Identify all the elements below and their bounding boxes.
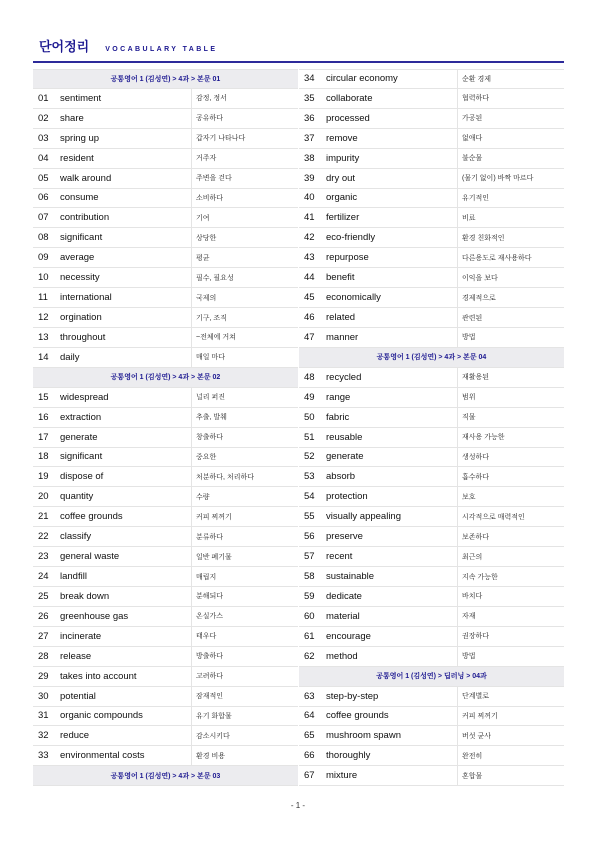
vocab-row [33,348,298,368]
vocab-row [33,507,298,527]
vocab-word: reduce [60,730,90,742]
vocab-meaning: 유기 화합물 [191,707,298,726]
vocab-word: break down [60,590,110,602]
vocab-meaning: 버섯 균사 [457,726,564,745]
vocab-meaning: 시각적으로 매력적인 [457,507,564,526]
vocab-row [33,746,298,766]
vocab-word: processed [326,112,370,124]
vocab-word: economically [326,292,381,304]
vocab-meaning: 추출, 발췌 [191,408,298,427]
page-number: - 1 - [290,801,306,810]
vocab-meaning: 창출하다 [191,428,298,447]
vocab-meaning: 자재 [457,607,564,626]
vocab-number: 24 [38,571,49,582]
vocab-meaning: 필수, 필요성 [191,268,298,287]
vocab-number: 61 [304,630,315,642]
vocab-meaning: 보존하다 [457,527,564,546]
vocab-row [299,428,564,448]
vocab-number: 17 [38,431,49,443]
vocab-number: 48 [304,371,315,383]
vocab-meaning: 협력하다 [457,89,564,108]
vocab-number: 42 [304,232,315,244]
vocab-word: necessity [60,272,100,284]
vocab-word: widespread [60,391,109,403]
vocab-number: 45 [304,292,315,304]
vocab-row [33,328,298,348]
vocab-number: 54 [304,491,315,503]
vocab-number: 04 [38,152,49,164]
vocab-meaning: 흡수하다 [457,467,564,486]
vocab-row [299,487,564,507]
vocab-number: 47 [304,331,315,343]
vocab-row [33,448,298,468]
vocab-meaning: 수량 [191,487,298,506]
vocab-meaning: 태우다 [191,627,298,646]
vocab-meaning: 가공된 [457,109,564,128]
vocab-word: dedicate [326,590,362,602]
vocab-number: 39 [304,172,315,184]
vocab-word: protection [326,491,368,503]
vocab-number: 31 [38,710,49,722]
header-divider [33,61,564,63]
vocab-number: 29 [38,670,49,682]
vocab-row [299,408,564,428]
vocab-row [33,189,298,209]
vocab-number: 59 [304,590,315,602]
vocab-number: 10 [38,272,49,284]
vocab-number: 33 [38,750,49,762]
vocab-number: 40 [304,192,315,204]
vocab-meaning: 상당한 [191,228,298,247]
section-header: 공통영어 1 (김성연) > 4과 > 본문 03 [33,766,298,786]
vocab-word: remove [326,132,358,144]
vocab-number: 03 [38,132,49,144]
vocab-meaning: (물기 없이) 바짝 마르다 [457,169,564,188]
vocab-word: absorb [326,471,356,483]
vocab-meaning: 잠재적인 [191,687,298,706]
vocab-row [33,627,298,647]
vocab-word: significant [60,451,103,463]
vocab-row [299,268,564,288]
vocab-number: 14 [38,351,49,363]
vocab-number: 16 [38,411,49,423]
vocab-number: 21 [38,511,49,523]
vocab-meaning: 거주자 [191,149,298,168]
vocab-word: consume [60,192,99,204]
vocab-meaning: 비료 [457,208,564,227]
vocab-number: 46 [304,312,315,324]
vocab-word: classify [60,531,92,543]
vocab-meaning: 매일 마다 [191,348,298,367]
vocab-row [299,109,564,129]
vocab-meaning: 중요한 [191,448,298,467]
vocab-word: mushroom spawn [326,730,401,742]
vocab-word: daily [60,351,80,363]
vocab-meaning: ~전체에 거쳐 [191,328,298,347]
vocab-meaning: 혼합물 [457,766,564,785]
vocab-word: generate [60,431,98,443]
vocab-word: release [60,650,92,662]
vocab-word: recent [326,551,353,563]
vocab-number: 56 [304,531,315,543]
vocab-number: 07 [38,212,49,224]
vocab-word: orgination [60,312,102,324]
vocab-row [33,487,298,507]
vocab-row [299,687,564,707]
vocab-word: step-by-step [326,690,379,702]
vocab-row [299,149,564,169]
vocab-meaning: 생성하다 [457,448,564,467]
vocab-meaning: 갑자기 나타나다 [191,129,298,148]
vocab-row [33,408,298,428]
vocab-word: potential [60,690,96,702]
vocab-number: 62 [304,650,315,662]
vocab-meaning: 널리 퍼진 [191,388,298,407]
vocab-meaning: 완전히 [457,746,564,765]
vocab-row [33,228,298,248]
vocab-meaning: 불순물 [457,149,564,168]
section-header: 공통영어 1 (김성연) > 딥러닝 > 04과 [299,667,564,687]
vocab-row [33,607,298,627]
vocab-number: 53 [304,471,315,483]
vocab-word: takes into account [60,670,137,682]
vocab-meaning: 분해되다 [191,587,298,606]
vocab-word: coffee grounds [60,511,123,523]
vocab-word: landfill [60,571,87,582]
section-header: 공통영어 1 (김성연) > 4과 > 본문 02 [33,368,298,388]
vocab-meaning: 매립지 [191,567,298,586]
vocab-word: spring up [60,132,100,144]
vocab-row [33,208,298,228]
vocab-word: impurity [326,152,360,164]
vocab-row [299,69,564,89]
vocab-row [299,388,564,408]
vocab-word: method [326,650,358,662]
vocab-number: 55 [304,511,315,523]
vocab-row [33,169,298,189]
vocab-number: 25 [38,590,49,602]
vocab-meaning: 없애다 [457,129,564,148]
vocab-row [33,527,298,547]
vocab-word: share [60,112,84,124]
vocab-row [299,288,564,308]
vocab-row [299,89,564,109]
vocab-row [33,547,298,567]
vocab-number: 22 [38,531,49,543]
vocab-meaning: 기구, 조직 [191,308,298,327]
vocab-word: throughout [60,331,106,343]
vocab-meaning: 방법 [457,647,564,666]
vocab-number: 05 [38,172,49,184]
vocab-number: 36 [304,112,315,124]
vocab-number: 58 [304,571,315,582]
vocab-word: quantity [60,491,94,503]
vocab-meaning: 최근의 [457,547,564,566]
vocab-row [299,129,564,149]
vocab-number: 12 [38,312,49,324]
vocab-number: 65 [304,730,315,742]
vocab-number: 27 [38,630,49,642]
vocab-meaning: 방출하다 [191,647,298,666]
vocab-row [299,766,564,786]
vocab-row [299,228,564,248]
vocab-word: collaborate [326,92,373,104]
vocab-number: 32 [38,730,49,742]
vocab-row [33,149,298,169]
vocab-meaning: 유기적인 [457,189,564,208]
vocab-word: coffee grounds [326,710,389,722]
vocab-row [299,587,564,607]
vocab-row [33,567,298,587]
vocab-word: extraction [60,411,102,423]
vocab-row [299,707,564,727]
vocab-row [299,507,564,527]
vocab-row [299,607,564,627]
vocab-word: average [60,252,95,264]
vocab-meaning: 처분하다, 처리하다 [191,467,298,486]
page-header [39,36,217,55]
vocab-word: dry out [326,172,356,184]
vocab-row [299,208,564,228]
section-header: 공통영어 1 (김성연) > 4과 > 본문 04 [299,348,564,368]
vocab-word: visually appealing [326,511,401,523]
vocab-meaning: 감정, 정서 [191,89,298,108]
vocab-meaning: 이익을 보다 [457,268,564,287]
vocab-number: 67 [304,770,315,782]
vocab-meaning: 관련된 [457,308,564,327]
vocab-number: 37 [304,132,315,144]
vocab-word: reusable [326,431,363,443]
vocab-meaning: 소비하다 [191,189,298,208]
vocab-meaning: 바치다 [457,587,564,606]
vocab-number: 15 [38,391,49,403]
vocab-meaning: 경제적으로 [457,288,564,307]
vocab-meaning: 온실가스 [191,607,298,626]
vocab-number: 01 [38,92,49,104]
vocab-meaning: 권장하다 [457,627,564,646]
vocab-table-right [299,69,564,786]
vocab-word: manner [326,331,359,343]
vocab-row [33,89,298,109]
vocab-meaning: 커피 찌꺼기 [457,707,564,726]
vocab-number: 51 [304,431,315,443]
vocab-number: 18 [38,451,49,463]
vocab-number: 41 [304,212,315,224]
vocab-meaning: 주변을 걷다 [191,169,298,188]
vocab-row [299,368,564,388]
vocab-word: eco-friendly [326,232,376,244]
vocab-row [33,647,298,667]
vocab-row [299,467,564,487]
vocab-word: greenhouse gas [60,610,129,622]
vocab-meaning: 일반 폐기물 [191,547,298,566]
vocab-row [33,248,298,268]
vocab-number: 02 [38,112,49,124]
vocab-word: fertilizer [326,212,360,224]
vocab-word: material [326,610,360,622]
vocab-meaning: 재사용 가능한 [457,428,564,447]
vocab-number: 35 [304,92,315,104]
vocab-number: 11 [38,292,48,304]
vocab-row [299,746,564,766]
vocab-row [33,687,298,707]
vocab-meaning: 다른용도로 재사용하다 [457,248,564,267]
vocab-meaning: 직물 [457,408,564,427]
vocab-number: 43 [304,252,315,264]
vocab-row [299,308,564,328]
vocab-number: 63 [304,690,315,702]
vocab-number: 30 [38,690,49,702]
vocab-number: 19 [38,471,49,483]
vocab-word: resident [60,152,94,164]
vocab-row [33,707,298,727]
section-header: 공통영어 1 (김성연) > 4과 > 본문 01 [33,69,298,89]
vocab-number: 08 [38,232,49,244]
vocab-row [299,647,564,667]
vocab-meaning: 공유하다 [191,109,298,128]
page-subtitle: VOCABULARY TABLE [105,46,218,53]
vocab-word: environmental costs [60,750,145,762]
vocab-word: encourage [326,630,371,642]
vocab-word: incinerate [60,630,102,642]
vocab-meaning: 단계별로 [457,687,564,706]
vocab-word: recycled [326,371,362,383]
vocab-number: 28 [38,650,49,662]
vocab-number: 34 [304,73,315,85]
vocab-word: mixture [326,770,358,782]
vocab-meaning: 커피 찌꺼기 [191,507,298,526]
vocab-word: related [326,312,356,324]
vocab-number: 60 [304,610,315,622]
vocab-number: 38 [304,152,315,164]
vocab-row [33,129,298,149]
vocab-word: benefit [326,272,355,284]
vocab-number: 52 [304,451,315,463]
vocab-meaning: 국제의 [191,288,298,307]
vocab-row [299,627,564,647]
vocab-meaning: 환경 친화적인 [457,228,564,247]
vocab-word: fabric [326,411,350,423]
vocab-word: contribution [60,212,110,224]
vocab-number: 23 [38,551,49,563]
vocab-number: 64 [304,710,315,722]
vocab-word: significant [60,232,103,244]
vocab-word: circular economy [326,73,398,85]
vocab-number: 44 [304,272,315,284]
vocab-table-left [33,69,298,786]
vocab-word: generate [326,451,364,463]
vocab-word: thoroughly [326,750,371,762]
vocab-row [299,448,564,468]
vocab-row [299,547,564,567]
vocab-row [299,567,564,587]
vocab-word: preserve [326,531,363,543]
vocab-meaning: 감소시키다 [191,726,298,745]
vocab-word: international [60,292,112,304]
vocab-row [33,587,298,607]
vocab-word: dispose of [60,471,104,483]
vocab-word: organic [326,192,358,204]
vocab-row [33,109,298,129]
vocab-number: 26 [38,610,49,622]
vocab-row [33,388,298,408]
vocab-word: repurpose [326,252,369,264]
vocab-meaning: 보호 [457,487,564,506]
vocab-meaning: 범위 [457,388,564,407]
vocab-number: 06 [38,192,49,204]
vocab-word: sentiment [60,92,102,104]
vocab-row [299,169,564,189]
vocab-meaning: 재활용된 [457,368,564,387]
vocab-word: range [326,391,351,403]
vocab-meaning: 환경 비용 [191,746,298,765]
vocab-row [299,248,564,268]
vocab-row [33,428,298,448]
vocab-number: 49 [304,391,315,403]
vocab-row [299,527,564,547]
vocab-meaning: 기여 [191,208,298,227]
vocab-meaning: 분류하다 [191,527,298,546]
vocab-number: 20 [38,491,49,503]
vocab-meaning: 순환 경제 [457,70,564,88]
vocab-word: walk around [60,172,112,184]
vocab-number: 50 [304,411,315,423]
vocab-word: sustainable [326,571,375,582]
vocab-word: general waste [60,551,120,563]
vocab-row [33,288,298,308]
vocab-meaning: 평균 [191,248,298,267]
vocab-row [33,467,298,487]
vocab-row [299,189,564,209]
vocab-word: organic compounds [60,710,143,722]
vocab-number: 09 [38,252,49,264]
vocab-meaning: 방법 [457,328,564,347]
vocab-number: 66 [304,750,315,762]
page-title: 단어정리 [39,39,90,54]
vocab-row [33,726,298,746]
vocab-row [33,308,298,328]
vocab-meaning: 고려하다 [191,667,298,686]
vocab-row [33,268,298,288]
vocab-row [299,328,564,348]
vocab-row [33,667,298,687]
vocab-number: 57 [304,551,315,563]
vocab-meaning: 지속 가능한 [457,567,564,586]
vocab-row [299,726,564,746]
vocab-number: 13 [38,331,49,343]
